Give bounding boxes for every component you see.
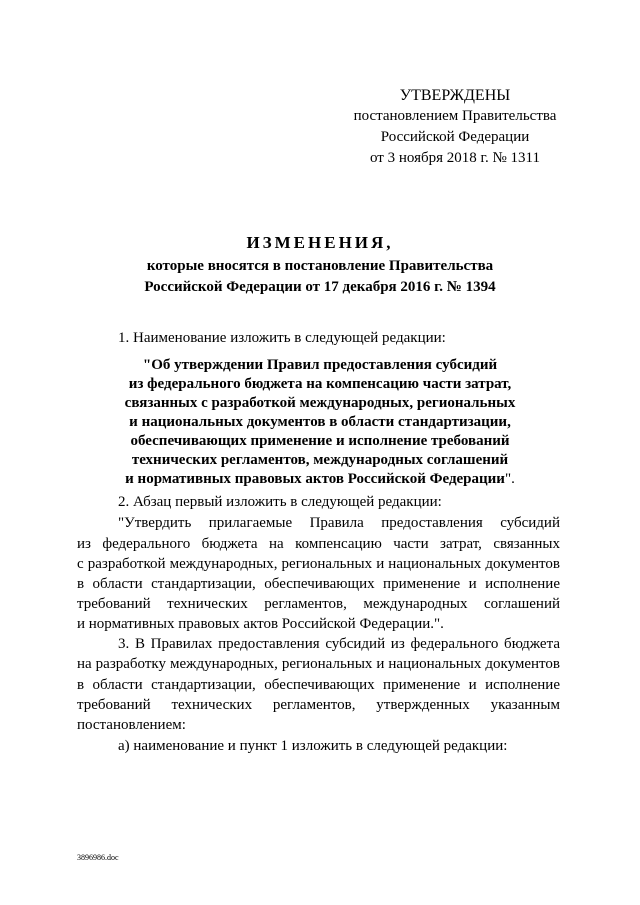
quote-line: и национальных документов в области стандартизации, bbox=[129, 414, 511, 430]
approval-line-3: Российской Федерации bbox=[380, 129, 530, 145]
doc-code: 3896986.doc bbox=[77, 853, 119, 862]
item2-line: в области стандартизации, обеспечивающих применение и исполнение bbox=[77, 576, 560, 592]
approval-line-4: от 3 ноября 2018 г. № 1311 bbox=[370, 150, 540, 166]
quote-line: и нормативных правовых актов Российской Федерации bbox=[125, 471, 505, 487]
item2-line: из федерального бюджета на компенсацию части затрат, связанных bbox=[77, 536, 560, 552]
item3-line: 3. В Правилах предоставления субсидий из федерального бюджета bbox=[118, 636, 560, 652]
item3-sub-a: а) наименование и пункт 1 изложить в следующей редакции: bbox=[118, 738, 508, 754]
item2-line: "Утвердить прилагаемые Правила предоставления субсидий bbox=[118, 515, 560, 531]
item1-quote bbox=[60, 356, 580, 489]
item3-line: постановлением: bbox=[77, 717, 186, 733]
item3-line: на разработку международных, региональных и национальных документов bbox=[77, 656, 560, 672]
item2-line: и нормативных правовых актов Российской Федерации.". bbox=[77, 616, 444, 632]
item2-line: требований технических регламентов, международных соглашений bbox=[77, 596, 560, 612]
item2-line: с разработкой международных, региональных и национальных документов bbox=[77, 556, 560, 572]
item3-line: в области стандартизации, обеспечивающих применение и исполнение bbox=[77, 677, 560, 693]
quote-line: обеспечивающих применение и исполнение требований bbox=[130, 433, 510, 449]
item2-intro: 2. Абзац первый изложить в следующей редакции: bbox=[118, 494, 442, 510]
item1-intro: 1. Наименование изложить в следующей редакции: bbox=[118, 330, 446, 346]
quote-line: связанных с разработкой международных, региональных bbox=[124, 395, 516, 411]
approval-block bbox=[330, 85, 580, 169]
quote-end: ". bbox=[504, 471, 515, 487]
doc-subheading-1: которые вносятся в постановление Правительства bbox=[146, 258, 494, 274]
quote-last-line bbox=[60, 470, 580, 489]
quote-line: из федерального бюджета на компенсацию части затрат, bbox=[128, 376, 512, 392]
quote-line: "Об утверждении Правил предоставления субсидий bbox=[142, 357, 498, 373]
quote-line: технических регламентов, международных соглашений bbox=[131, 452, 509, 468]
item3-line: требований технических регламентов, утвержденных указанным bbox=[77, 697, 560, 713]
approval-line-2: постановлением Правительства bbox=[353, 108, 557, 124]
doc-heading: ИЗМЕНЕНИЯ, bbox=[246, 233, 394, 252]
approval-title: УТВЕРЖДЕНЫ bbox=[399, 87, 511, 104]
doc-subheading-2: Российской Федерации от 17 декабря 2016 г. № 1394 bbox=[144, 279, 496, 295]
